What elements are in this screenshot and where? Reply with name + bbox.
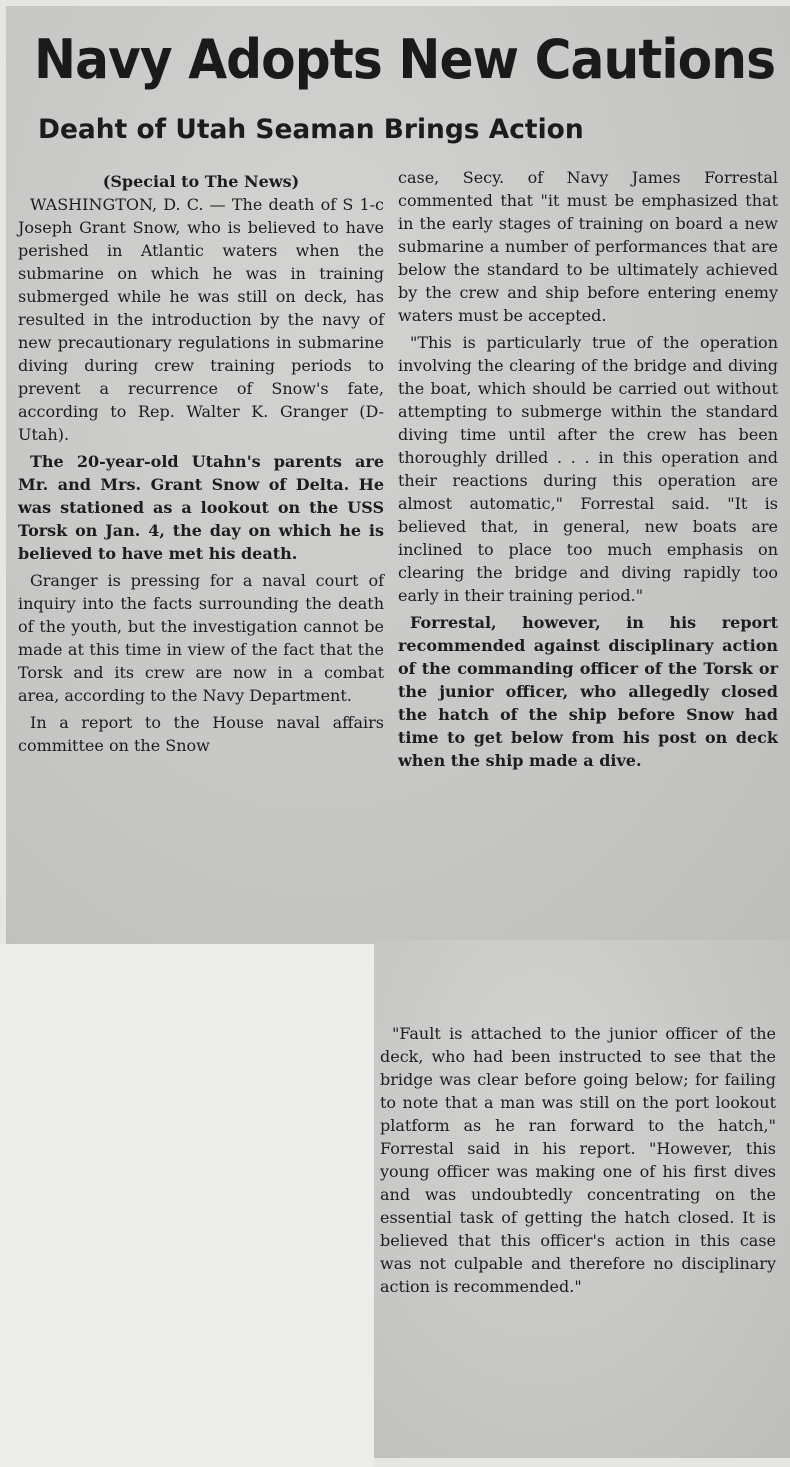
subheadline: Deaht of Utah Seaman Brings Action: [38, 114, 584, 145]
article-paragraph: case, Secy. of Navy James Forrestal commented that "it must be emphasized that in the early stages of training on board a new submarine a number of performances that are below the standard to be ultimately achieved by the crew and ship before entering enemy waters must be accepted.: [398, 168, 778, 325]
article-paragraph: "This is particularly true of the operation involving the clearing of the bridge and diving the boat, which should be carried out without attempting to submerge within the standard diving time until after the crew has been thoroughly drilled . . . in this operation and their reactions during this operation are almost automatic," Forrestal said. "It is believed that, in general, new boats are inclined to place too much emphasis on clearing the bridge and diving rapidly too early in their training period.": [398, 333, 778, 605]
article-paragraph: Forrestal, however, in his report recommended against disciplinary action of the commanding officer of the Torsk or the junior officer, who allegedly closed the hatch of the ship before Snow had time to get below from his post on deck when the ship made a dive.: [398, 613, 778, 770]
background-blank-area: [0, 944, 374, 1467]
article-column-right: [398, 166, 778, 776]
article-column-right-continued: [380, 1022, 776, 1302]
byline: (Special to The News): [102, 172, 300, 191]
article-paragraph: "Fault is attached to the junior officer of the deck, who had been instructed to see that the bridge was clear before going below; for failing to note that a man was still on the port lookout platform as he ran forward to the hatch," Forrestal said in his report. "However, this young officer was making one of his first dives and was undoubtedly concentrating on the essential task of getting the hatch closed. It is believed that this officer's action in this case was not culpable and therefore no disciplinary action is recommended.": [380, 1024, 776, 1296]
article-paragraph: Granger is pressing for a naval court of inquiry into the facts surrounding the death of the youth, but the investigation cannot be made at this time in view of the fact that the Torsk and its crew are now in a combat area, according to the Navy Department.: [18, 571, 384, 705]
article-paragraph: In a report to the House naval affairs committee on the Snow: [18, 713, 384, 755]
article-paragraph: WASHINGTON, D. C. — The death of S 1-c Joseph Grant Snow, who is believed to have perished in Atlantic waters when the submarine on which he was in training submerged while he was still on deck, has resulted in the introduction by the navy of new precautionary regulations in submarine diving during crew training periods to prevent a recurrence of Snow's fate, according to Rep. Walter K. Granger (D-Utah).: [18, 195, 384, 444]
headline: Navy Adopts New Cautions: [34, 28, 776, 91]
article-column-left: [18, 170, 384, 761]
article-paragraph: The 20-year-old Utahn's parents are Mr. and Mrs. Grant Snow of Delta. He was stationed as a lookout on the USS Torsk on Jan. 4, the day on which he is believed to have met his death.: [18, 452, 384, 563]
